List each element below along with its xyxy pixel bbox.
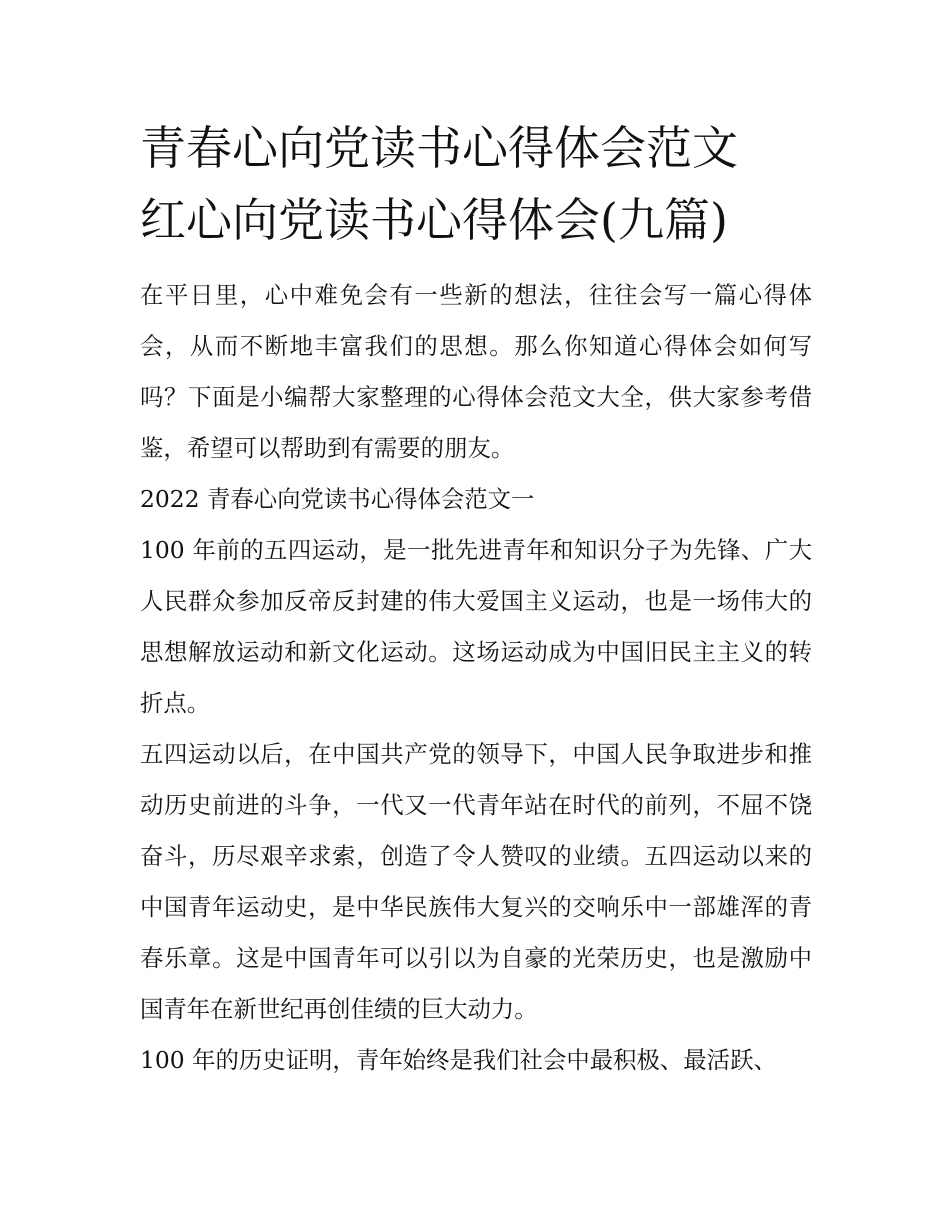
title-line-2: 红心向党读书心得体会(九篇)	[140, 193, 728, 247]
document-body	[140, 270, 812, 1086]
section-heading: 2022 青春心向党读书心得体会范文一	[140, 485, 535, 513]
title-line-1: 青春心向党读书心得体会范文	[140, 121, 738, 175]
body-paragraph-3: 100 年的历史证明，青年始终是我们社会中最积极、最活跃、	[140, 1046, 777, 1074]
body-paragraph-1: 100 年前的五四运动，是一批先进青年和知识分子为先锋、广大人民群众参加反帝反封建的伟大爱国主义运动，也是一场伟大的思想解放运动和新文化运动。这场运动成为中国旧民主主义的转折点。	[140, 536, 812, 717]
document-page	[140, 112, 812, 1086]
body-paragraph-2: 五四运动以后，在中国共产党的领导下，中国人民争取进步和推动历史前进的斗争，一代又一代青年站在时代的前列，不屈不饶奋斗，历尽艰辛求索，创造了令人赞叹的业绩。五四运动以来的中国青年运动史，是中华民族伟大复兴的交响乐中一部雄浑的青春乐章。这是中国青年可以引以为自豪的光荣历史，也是激励中国青年在新世纪再创佳绩的巨大动力。	[140, 740, 812, 1023]
intro-paragraph: 在平日里，心中难免会有一些新的想法，往往会写一篇心得体会，从而不断地丰富我们的思想。那么你知道心得体会如何写吗？下面是小编帮大家整理的心得体会范文大全，供大家参考借鉴，希望可以帮助到有需要的朋友。	[140, 281, 812, 462]
document-title	[140, 112, 812, 256]
